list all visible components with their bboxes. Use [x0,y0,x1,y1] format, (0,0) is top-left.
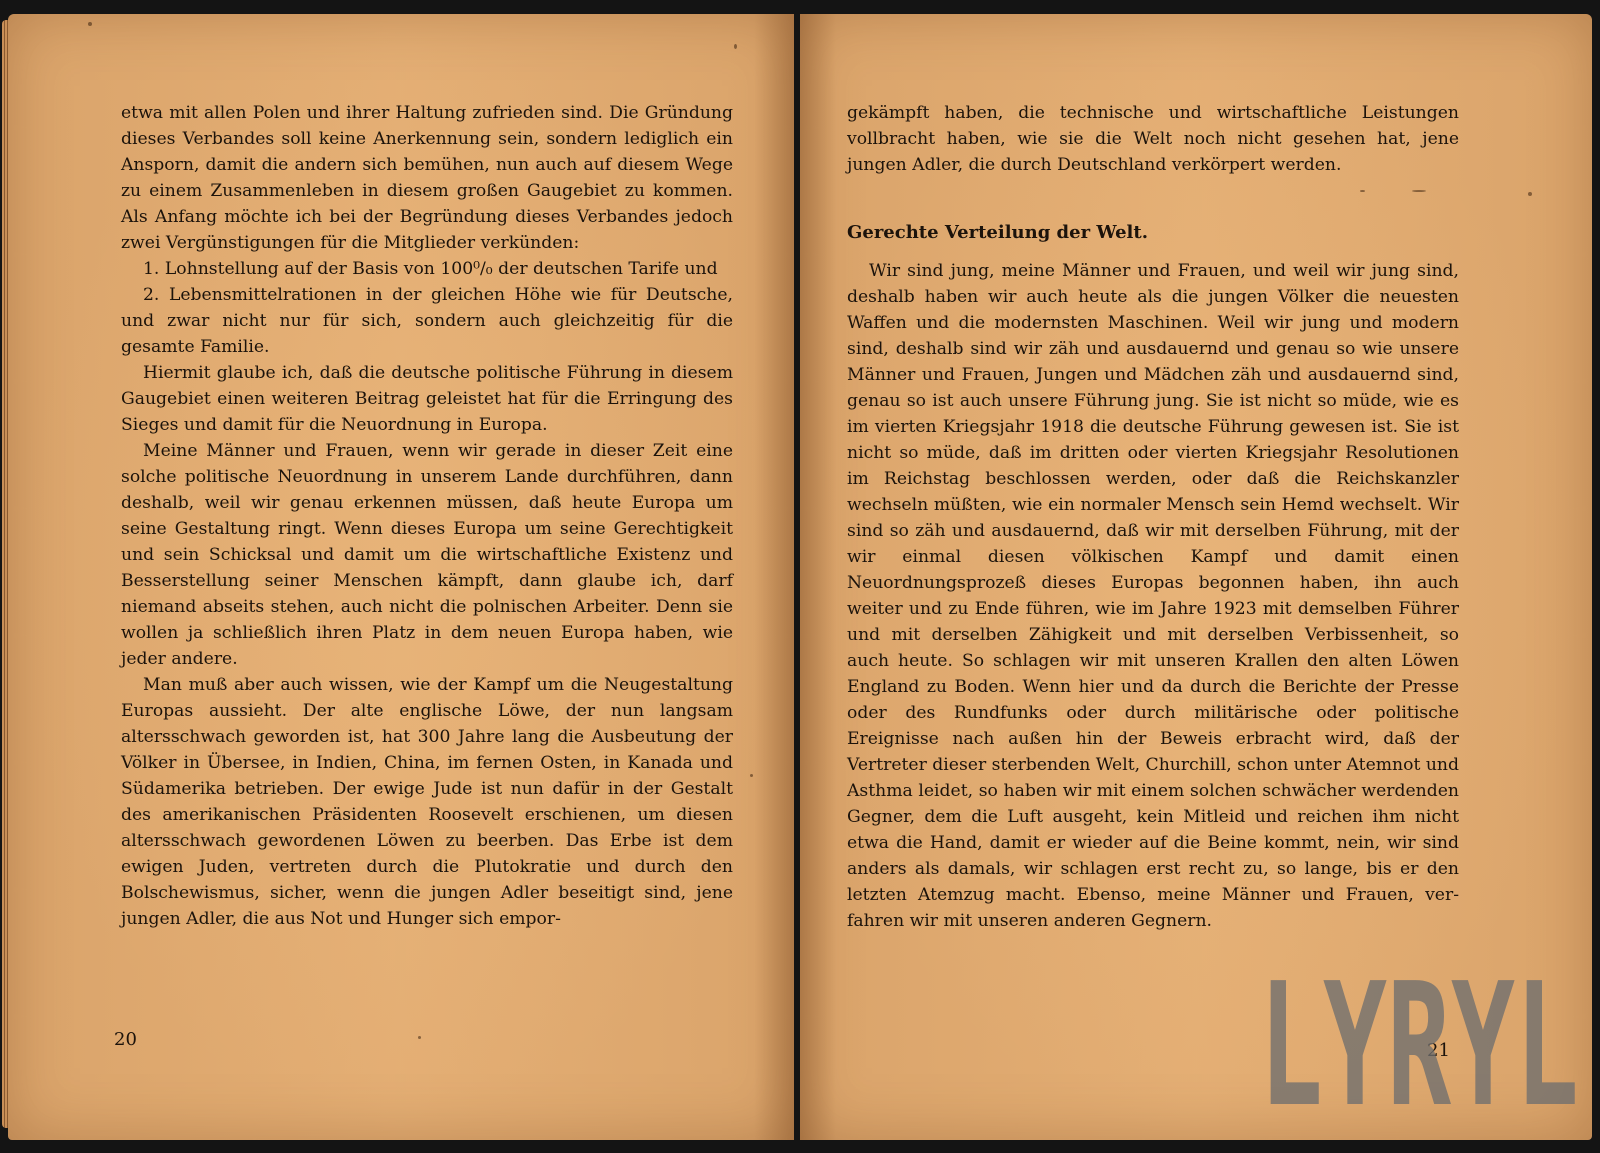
page-number-left: 20 [114,1029,137,1050]
paragraph: gekämpft haben, die technische und wirtschaftliche Leistungen vollbracht haben, wie sie die Welt noch nicht gesehen hat, jene jungen Adler, die durch Deutschland verkörpert werden. [847,103,1459,175]
paragraph: Wir sind jung, meine Männer und Frauen, und weil wir jung sind, deshalb haben wir auch heute als die jungen Völker die neuesten Waffen und die modernsten Maschinen. Weil wir jung und modern sind, deshalb sind wir zäh und ausdauernd und genau so wie unsere Männer und Frauen, Jungen und Mädchen zäh und ausdauernd sind, genau so ist auch unsere Führung jung. Sie ist nicht so müde, wie es im vierten Kriegsjahr 1918 die deutsche Führung gewesen ist. Sie ist nicht so müde, daß im dritten oder vierten Kriegsjahr Resolutionen im Reichstag beschlossen werden, oder daß die Reichskanzler wechseln müßten, wie ein normaler Mensch sein Hemd wechselt. Wir sind so zäh und ausdauernd, daß wir mit derselben Führung, mit der wir einmal diesen völkischen Kampf und damit einen Neuordnungsprozeß dieses Europas begonnen haben, ihn auch weiter und zu Ende führen, wie im Jahre 1923 mit demselben Führer und mit derselben Zähigkeit und mit derselben Verbissenheit, so auch heute. So schlagen wir mit unseren Krallen den alten Löwen England zu Boden. Wenn hier und da durch die Berichte der Presse oder des Rundfunks oder durch militärische oder politische Ereignisse nach außen hin der Beweis erbracht wird, daß der Vertreter dieser sterbenden Welt, Churchill, schon unter Atemnot und Asthma leidet, so haben wir mit einem solchen schwächer werdenden Gegner, dem die Luft ausgeht, kein Mitleid und reichen ihm nicht etwa die Hand, damit er wieder auf die Beine kommt, nein, wir sind anders als damals, wir schlagen erst recht zu, so lange, bis er den letzten Atemzug macht. Ebenso, meine Männer und Frauen, verfahren wir mit unseren anderen Gegnern. [847,261,1459,931]
right-page [800,14,1592,1140]
paper-speck [88,22,92,26]
paper-speck [1360,190,1365,192]
watermark-text: LYRYL [1259,947,1579,1114]
paragraph: Hiermit glaube ich, daß die deutsche politische Führung in diesem Gaugebiet einen weiteren Beitrag geleistet hat für die Erringung des Sieges und damit für die Neuordnung in Europa. [121,363,733,435]
paragraph: etwa mit allen Polen und ihrer Haltung zufrieden sind. Die Gründung dieses Verbandes soll keine Anerkennung sein, sondern lediglich ein Ansporn, damit die andern sich bemühen, nun auch auf diesem Wege zu einem Zusammenleben in diesem großen Gaugebiet zu kommen. Als Anfang möchte ich bei der Begründung dieses Verbandes jedoch zwei Vergünstigungen für die Mitglieder verkünden: [121,103,733,253]
paper-speck [734,44,737,49]
left-page [8,14,794,1140]
paragraph: Man muß aber auch wissen, wie der Kampf um die Neugestaltung Europas aussieht. Der alte englische Löwe, der nun langsam altersschwach geworden ist, hat 300 Jahre lang die Ausbeutung der Völker in Übersee, in Indien, China, im fernen Osten, in Kanada und Südamerika betrieben. Der ewige Jude ist nun dafür in der Gestalt des amerikanischen Präsidenten Roosevelt erschienen, um diesen altersschwach gewordenen Löwen zu beerben. Das Erbe ist dem ewigen Juden, vertreten durch die Plutokratie und durch den Bolschewismus, sicher, wenn die jungen Adler beseitigt sind, jene jungen Adler, die aus Not und Hunger sich empor- [121,675,733,929]
paper-speck [418,1036,421,1039]
left-page-text [121,100,733,932]
lyryl-watermark [1254,944,1584,1114]
gutter-shadow [800,14,836,1140]
paper-speck [1528,192,1532,196]
section-heading: Gerechte Verteilung der Welt. [847,222,1148,243]
page-number-right: 21 [1427,1040,1450,1061]
gutter-shadow [754,14,794,1140]
list-item: 2. Lebensmittelrationen in der gleichen Höhe wie für Deutsche, und zwar nicht nur für sich, sondern auch gleichzeitig für die gesamte Familie. [121,285,733,357]
paragraph: Meine Männer und Frauen, wenn wir gerade in dieser Zeit eine solche politische Neuordnung in unserem Lande durchführen, dann deshalb, weil wir genau erkennen müssen, daß heute Europa um seine Gestaltung ringt. Wenn dieses Europa um seine Gerechtigkeit und sein Schicksal und damit um die wirtschaftliche Existenz und Besserstellung seiner Menschen kämpft, dann glaube ich, darf niemand abseits stehen, auch nicht die polnischen Arbeiter. Denn sie wollen ja schließlich ihren Platz in dem neuen Europa haben, wie jeder andere. [121,441,733,669]
paper-speck [750,774,753,777]
paper-speck [1412,190,1426,192]
list-item: 1. Lohnstellung auf der Basis von 100⁰/₀ der deutschen Tarife und [143,259,718,279]
right-page-text [847,100,1459,934]
